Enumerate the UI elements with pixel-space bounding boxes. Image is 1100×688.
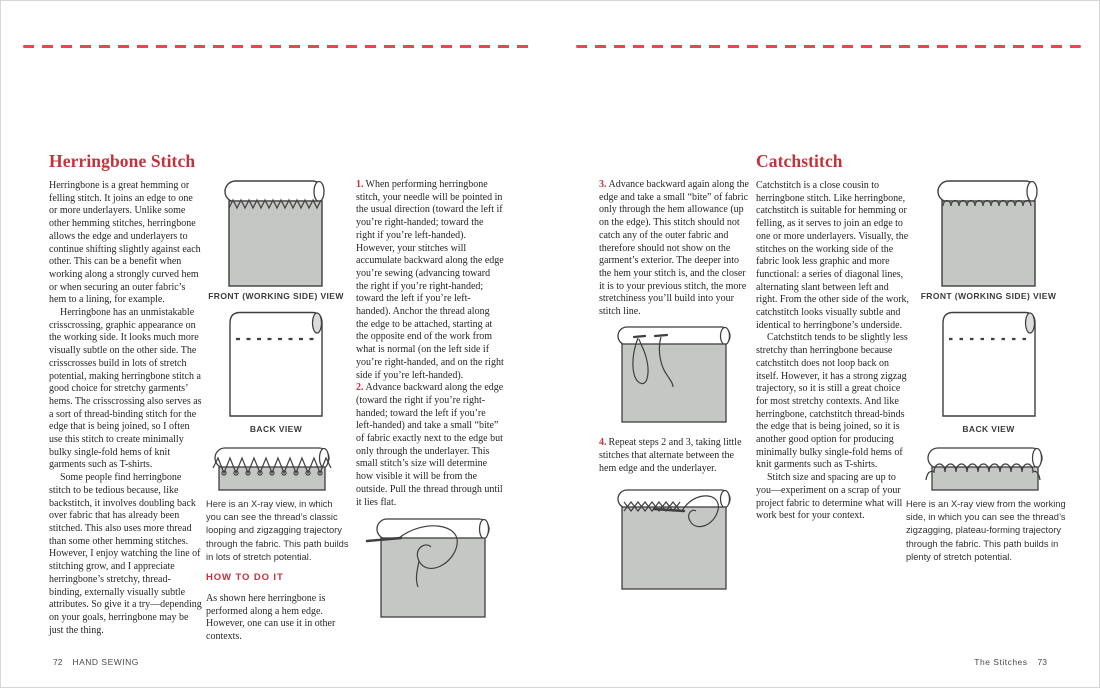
- step-number: 4.: [599, 437, 607, 449]
- paragraph: Herringbone is a great hemming or felling stitch. It joins an edge to one or more underlayers. Unlike some other hemming stitches, herringbone allows the edge and underlayers to continue shifting slightly against each other. This can be a benefit when working along a strongly curved hem or when securing an outer fabric’s hem to a lining, for example.: [49, 180, 201, 306]
- herringbone-xray-diagram: [204, 445, 348, 498]
- step-text: Repeat steps 2 and 3, taking little stitches that alternate between the hem edge and the underlayer.: [599, 437, 742, 474]
- paragraph: Stitch size and spacing are up to you—experiment on a scrap of your project fabric to determine what will work best for your context.: [756, 472, 903, 522]
- page-title-herringbone: Herringbone Stitch: [49, 151, 196, 171]
- back-view-caption: BACK VIEW: [962, 424, 1015, 434]
- catchstitch-xray-diagram: [906, 445, 1071, 498]
- footer-right: [974, 657, 1047, 667]
- catchstitch-front-view-diagram: [906, 179, 1071, 294]
- step-4: [599, 437, 751, 475]
- how-to-heading: HOW TO DO IT: [206, 572, 284, 583]
- step-number: 2.: [356, 382, 364, 394]
- paragraph: Some people find herringbone stitch to be tedious because, like backstitch, it involves doubling back over fabric that has already been stitched. This also uses more thread than some other hemming stitches. However, I enjoy watching the line of stitching grow, and I appreciate herringbone’s stretchy, thread-binding, externally visually subtle attributes. So give it a try—depending on your goals, herringbone may be just the thing.: [49, 472, 202, 636]
- fabric-back-illustration: [222, 310, 330, 418]
- step-3-diagram: [599, 325, 751, 430]
- how-to-do-it-section: [206, 572, 348, 654]
- herringbone-front-view-diagram: [204, 179, 348, 294]
- xray-caption: Here is an X-ray view, in which you can see the thread’s classic looping and zigzagging trajectory through the fabric. This path builds in lots of stretch potential.: [206, 499, 349, 562]
- how-to-text: As shown here herringbone is performed along a hem edge. However, one can use it in other contexts.: [206, 593, 336, 643]
- page-title-catchstitch: Catchstitch: [756, 151, 843, 171]
- herringbone-back-view-diagram: [204, 310, 348, 423]
- step-2: [356, 382, 504, 509]
- step-number: 1.: [356, 179, 364, 190]
- decorative-stitch-line-right: [576, 45, 1081, 48]
- step-2-diagram: [356, 517, 504, 624]
- step-text: When performing herringbone stitch, your needle will be pointed in the usual direction (toward the left if you’re right-handed; toward the right if you’re left-handed). However, your stitches will accumulate backward along the edge you’re sewing (advancing toward the right if you’re right-handed; toward the left if you’re left-handed). Anchor the thread along the edge to be attached, starting at the opposite end of the work from what is normal (on the left side if you’re right-handed, and on the right side if you’re left-handed).: [356, 179, 504, 381]
- paragraph: Catchstitch tends to be slightly less stretchy than herringbone because catchstitch does not loop back on itself. However, it has a strong zigzag trajectory, so it is still a great choice for most stretchy contexts. And like herringbone, catchstitch thread-binds the edge that is being joined, so it is another good option for producing minimally bulky single-fold hems of knit garments such as T-shirts.: [756, 332, 908, 471]
- herringbone-steps-column-1: [356, 179, 504, 624]
- step-4-diagram: [599, 488, 751, 597]
- thread-loops-illustration: [610, 325, 740, 425]
- step-number: 3.: [599, 179, 607, 190]
- fabric-back-illustration: [935, 310, 1043, 418]
- front-view-caption: FRONT (WORKING SIDE) VIEW: [208, 291, 344, 301]
- crisscross-progress-illustration: [610, 488, 740, 592]
- running-head: The Stitches: [974, 657, 1028, 667]
- page-number: 73: [1037, 657, 1047, 667]
- back-view-caption: BACK VIEW: [249, 424, 303, 434]
- running-head: HAND SEWING: [72, 657, 139, 667]
- fabric-front-illustration: [935, 179, 1043, 289]
- catchstitch-diagram-column: [906, 179, 1071, 649]
- xray-thread-illustration: [210, 445, 342, 493]
- xray-caption: Here is an X-ray view from the working side, in which you can see the thread’s zigzagging, plateau-forming trajectory through the fabric. This path builds in plenty of stretch potential.: [906, 499, 1066, 562]
- page-number: 72: [53, 657, 63, 667]
- footer-left: [53, 657, 139, 667]
- fabric-front-illustration: [222, 179, 330, 289]
- herringbone-intro-column: [49, 151, 203, 637]
- paragraph: Catchstitch is a close cousin to herringbone stitch. Like herringbone, catchstitch is suitable for hemming or felling, as it serves to join an edge to one or more underlayers. Visually, the stitches on the working side of the fabric look less graphic and more functional: a series of diagonal lines, alternating slant between left and right. From the other side of the work, catchstitch looks visually subtle and identical to herringbone’s underside.: [756, 180, 910, 331]
- herringbone-diagram-column: [204, 179, 348, 649]
- catchstitch-back-view-diagram: [906, 310, 1071, 423]
- catchstitch-intro-column: [756, 151, 910, 523]
- decorative-stitch-line-left: [23, 45, 529, 48]
- paragraph: Herringbone has an unmistakable crisscrossing, graphic appearance on the working side. It looks much more visually subtle on the other side. The crisscrosses build in lots of stretch potential, making herringbone stitch a good choice for stretchy garments’ hems. The crisscrossing also serves as a sort of thread-binding stitch for the edge that is being joined, so I often use this stitch to create minimally bulky single-fold hems of knit garments such as T-shirts.: [49, 307, 202, 471]
- step-1: [356, 179, 504, 382]
- step-3: [599, 179, 751, 319]
- step-text: Advance backward again along the edge and take a small “bite” of fabric only through the hem allowance (up on the edge). This stitch should not catch any of the outer fabric and therefore should not show on the garment’s exterior. The deeper into the hem your stitch is, and the closer it is to your previous stitch, the more stretchiness you’ll build into your stitch line.: [599, 179, 749, 318]
- front-view-caption: FRONT (WORKING SIDE) VIEW: [920, 291, 1057, 301]
- step-text: Advance backward along the edge (toward the right if you’re right-handed; toward the left if you’re left-handed) and take a small “bite” of fabric exactly next to the edge but only through the underlayer. This small stitch’s size will determine how visible it will be from the outside. Pull the thread through until it lies flat.: [356, 382, 504, 508]
- needle-anchor-illustration: [365, 517, 495, 619]
- herringbone-steps-column-2: [599, 179, 751, 596]
- xray-thread-illustration: [923, 445, 1055, 493]
